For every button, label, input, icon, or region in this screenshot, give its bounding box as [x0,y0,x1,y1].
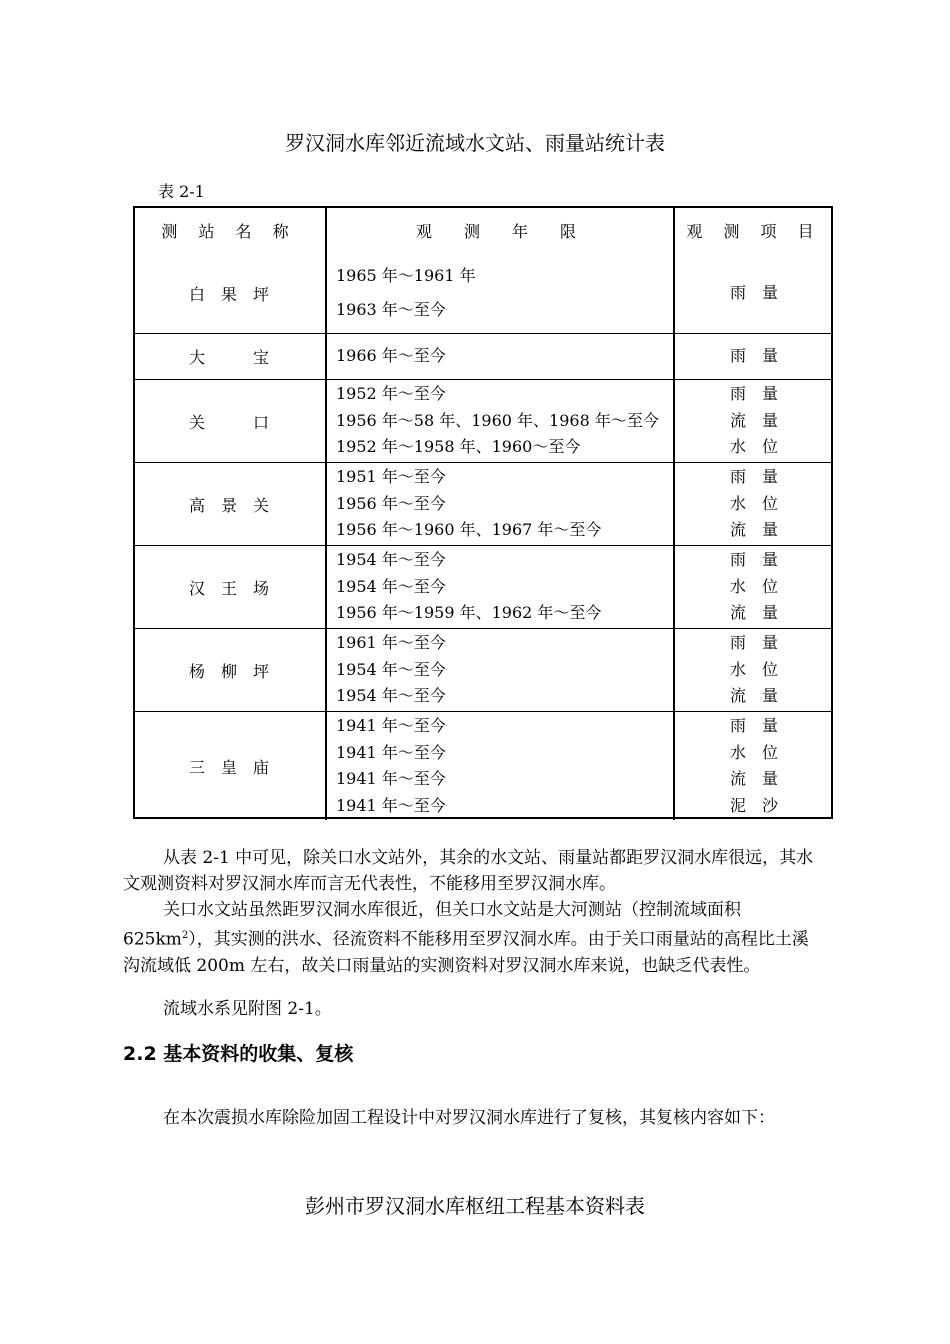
observation-item: 水 位 [729,576,778,596]
table-row [133,629,833,712]
station-name: 杨 柳 坪 [133,629,326,712]
observation-item: 雨 量 [729,282,778,302]
observation-years [326,712,674,821]
superscript-2: 2 [181,930,189,941]
year-range: 1954 年～至今 [336,550,446,570]
observation-item: 雨 量 [729,716,778,735]
header-years: 观 测 年 限 [326,207,674,253]
observation-years [326,546,674,629]
observation-item: 雨 量 [729,384,778,404]
station-name: 关 口 [133,380,326,463]
observation-items [674,712,833,821]
year-range: 1941 年～至今 [336,716,446,735]
year-range: 1952 年～1958 年、1960～至今 [336,437,581,457]
year-range: 1956 年～至今 [336,493,446,513]
observation-items [674,546,833,629]
table-title-2: 彭州市罗汉洞水库枢纽工程基本资料表 [305,1194,645,1218]
year-range: 1954 年～至今 [336,576,446,596]
observation-years [326,463,674,546]
station-table [133,207,833,820]
observation-years [326,253,674,334]
observation-item: 流 量 [729,603,778,623]
paragraph-2 [123,897,825,979]
year-range: 1951 年～至今 [336,467,446,487]
paragraph-3: 流域水系见附图 2-1。 [163,999,332,1019]
observation-item: 雨 量 [729,633,778,653]
observation-items [674,334,833,380]
year-range: 1961 年～至今 [336,633,446,653]
section-heading: 2.2 基本资料的收集、复核 [123,1043,354,1065]
year-range: 1965 年～1961 年 [336,266,476,285]
station-name: 高 景 关 [133,463,326,546]
observation-items [674,380,833,463]
paragraph-1: 从表 2-1 中可见，除关口水文站外，其余的水文站、雨量站都距罗汉洞水库很远，其水文观测资料对罗汉洞水库而言无代表性，不能移用至罗汉洞水库。 [123,848,814,894]
observation-years [326,380,674,463]
table-row [133,380,833,463]
table-row [133,712,833,821]
observation-items [674,463,833,546]
table-row [133,546,833,629]
observation-item: 水 位 [729,437,778,457]
observation-item: 泥 沙 [729,795,778,815]
table-row [133,463,833,546]
year-range: 1941 年～至今 [336,742,446,762]
year-range: 1954 年～至今 [336,686,446,706]
observation-item: 流 量 [729,769,778,788]
paragraph-4: 在本次震损水库除险加固工程设计中对罗汉洞水库进行了复核，其复核内容如下： [163,1108,775,1128]
year-range: 1956 年～1959 年、1962 年～至今 [336,603,602,623]
station-name: 白 果 坪 [133,253,326,334]
observation-items [674,629,833,712]
observation-item: 水 位 [729,742,778,762]
paragraph-2-part-a: 关口水文站虽然距罗汉洞水库很近，但关口水文站是大河测站（控制流域面积 625km [123,900,741,950]
observation-item: 流 量 [729,686,778,706]
year-range: 1963 年～至今 [336,300,446,319]
observation-item: 水 位 [729,659,778,679]
station-name: 三 皇 庙 [133,712,326,821]
header-items: 观 测 项 目 [686,221,822,241]
year-range: 1956 年～58 年、1960 年、1968 年～至今 [336,410,659,430]
observation-years [326,334,674,380]
station-name: 大 宝 [133,334,326,380]
observation-item: 流 量 [729,520,778,540]
year-range: 1954 年～至今 [336,659,446,679]
table-body [133,253,833,820]
table-row [133,334,833,380]
observation-items [674,253,833,334]
observation-item: 流 量 [729,410,778,430]
paragraph-2-part-b: ），其实测的洪水、径流资料不能移用至罗汉洞水库。由于关口雨量站的高程比土溪沟流域低 200m 左右，故关口雨量站的实测资料对罗汉洞水库来说，也缺乏代表性。 [123,929,809,976]
observation-years [326,629,674,712]
observation-item: 水 位 [729,493,778,513]
observation-item: 雨 量 [729,550,778,570]
year-range: 1941 年～至今 [336,795,446,815]
observation-item: 雨 量 [729,467,778,487]
table-title: 罗汉洞水库邻近流域水文站、雨量站统计表 [285,131,665,155]
table-header-row [133,207,833,253]
table-row [133,253,833,334]
year-range: 1952 年～至今 [336,384,446,404]
observation-item: 雨 量 [729,346,778,366]
year-range: 1956 年～1960 年、1967 年～至今 [336,520,602,540]
table-label: 表 2-1 [158,182,205,201]
year-range: 1941 年～至今 [336,769,446,788]
station-name: 汉 王 场 [133,546,326,629]
header-station-name: 测 站 名 称 [133,207,326,253]
year-range: 1966 年～至今 [336,346,446,366]
